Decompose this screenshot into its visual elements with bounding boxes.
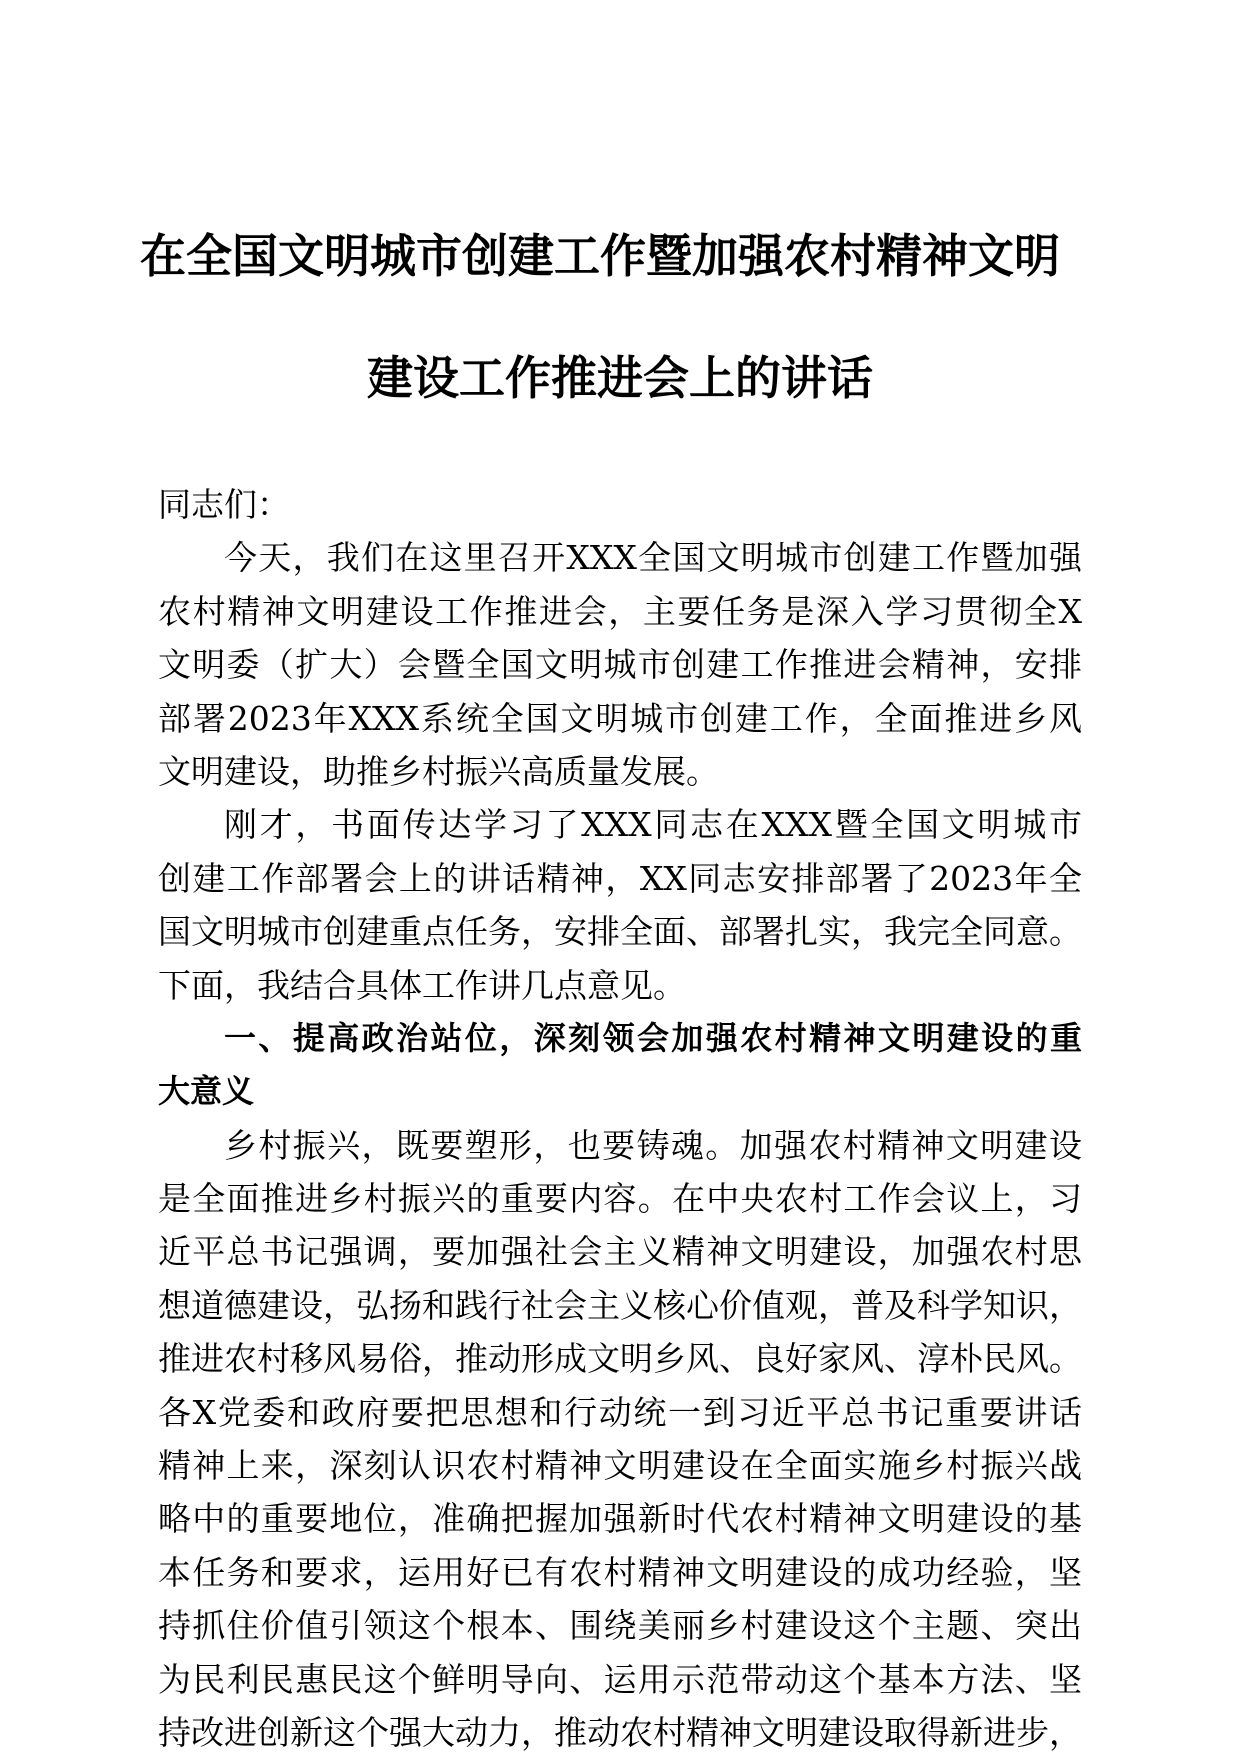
document-title-line-2: 建设工作推进会上的讲话	[367, 351, 873, 405]
paragraph-line: 各X党委和政府要把思想和行动统一到习近平总书记重要讲话	[158, 1392, 1082, 1432]
paragraph-line: 今天，我们在这里召开XXX全国文明城市创建工作暨加强	[224, 538, 1082, 578]
paragraph-line: 想道德建设，弘扬和践行社会主义核心价值观，普及科学知识，	[158, 1285, 1082, 1325]
paragraph-line: 下面，我结合具体工作讲几点意见。	[158, 965, 686, 1005]
paragraph-line: 本任务和要求，运用好已有农村精神文明建设的成功经验，坚	[158, 1552, 1082, 1592]
paragraph-line: 持改进创新这个强大动力，推动农村精神文明建设取得新进步，	[158, 1712, 1082, 1752]
salutation: 同志们：	[158, 485, 290, 524]
document-title-line-1: 在全国文明城市创建工作暨加强农村精神文明	[140, 229, 1060, 283]
section-heading: 大意义	[158, 1072, 255, 1111]
paragraph-line: 持抓住价值引领这个根本、围绕美丽乡村建设这个主题、突出	[158, 1606, 1082, 1646]
paragraph-line: 国文明城市创建重点任务，安排全面、部署扎实，我完全同意。	[158, 912, 1082, 952]
paragraph-line: 精神上来，深刻认识农村精神文明建设在全面实施乡村振兴战	[158, 1446, 1082, 1486]
paragraph-line: 为民利民惠民这个鲜明导向、运用示范带动这个基本方法、坚	[158, 1659, 1082, 1699]
paragraph-line: 略中的重要地位，准确把握加强新时代农村精神文明建设的基	[158, 1499, 1082, 1539]
paragraph-line: 文明建设，助推乡村振兴高质量发展。	[158, 751, 719, 791]
section-heading: 一、提高政治站位，深刻领会加强农村精神文明建设的重	[224, 1018, 1082, 1057]
paragraph-line: 部署2023年XXX系统全国文明城市创建工作，全面推进乡风	[158, 698, 1082, 738]
paragraph-line: 推进农村移风易俗，推动形成文明乡风、良好家风、淳朴民风。	[158, 1339, 1082, 1379]
document-body	[158, 478, 1082, 1759]
paragraph-line: 创建工作部署会上的讲话精神，XX同志安排部署了2023年全	[158, 858, 1082, 898]
paragraph-line: 乡村振兴，既要塑形，也要铸魂。加强农村精神文明建设	[224, 1125, 1082, 1165]
paragraph-line: 刚才，书面传达学习了XXX同志在XXX暨全国文明城市	[224, 805, 1082, 845]
paragraph-line: 是全面推进乡村振兴的重要内容。在中央农村工作会议上，习	[158, 1179, 1082, 1219]
paragraph-line: 文明委（扩大）会暨全国文明城市创建工作推进会精神，安排	[158, 645, 1082, 685]
paragraph-line: 农村精神文明建设工作推进会，主要任务是深入学习贯彻全X	[158, 591, 1082, 631]
paragraph-line: 近平总书记强调，要加强社会主义精神文明建设，加强农村思	[158, 1232, 1082, 1272]
